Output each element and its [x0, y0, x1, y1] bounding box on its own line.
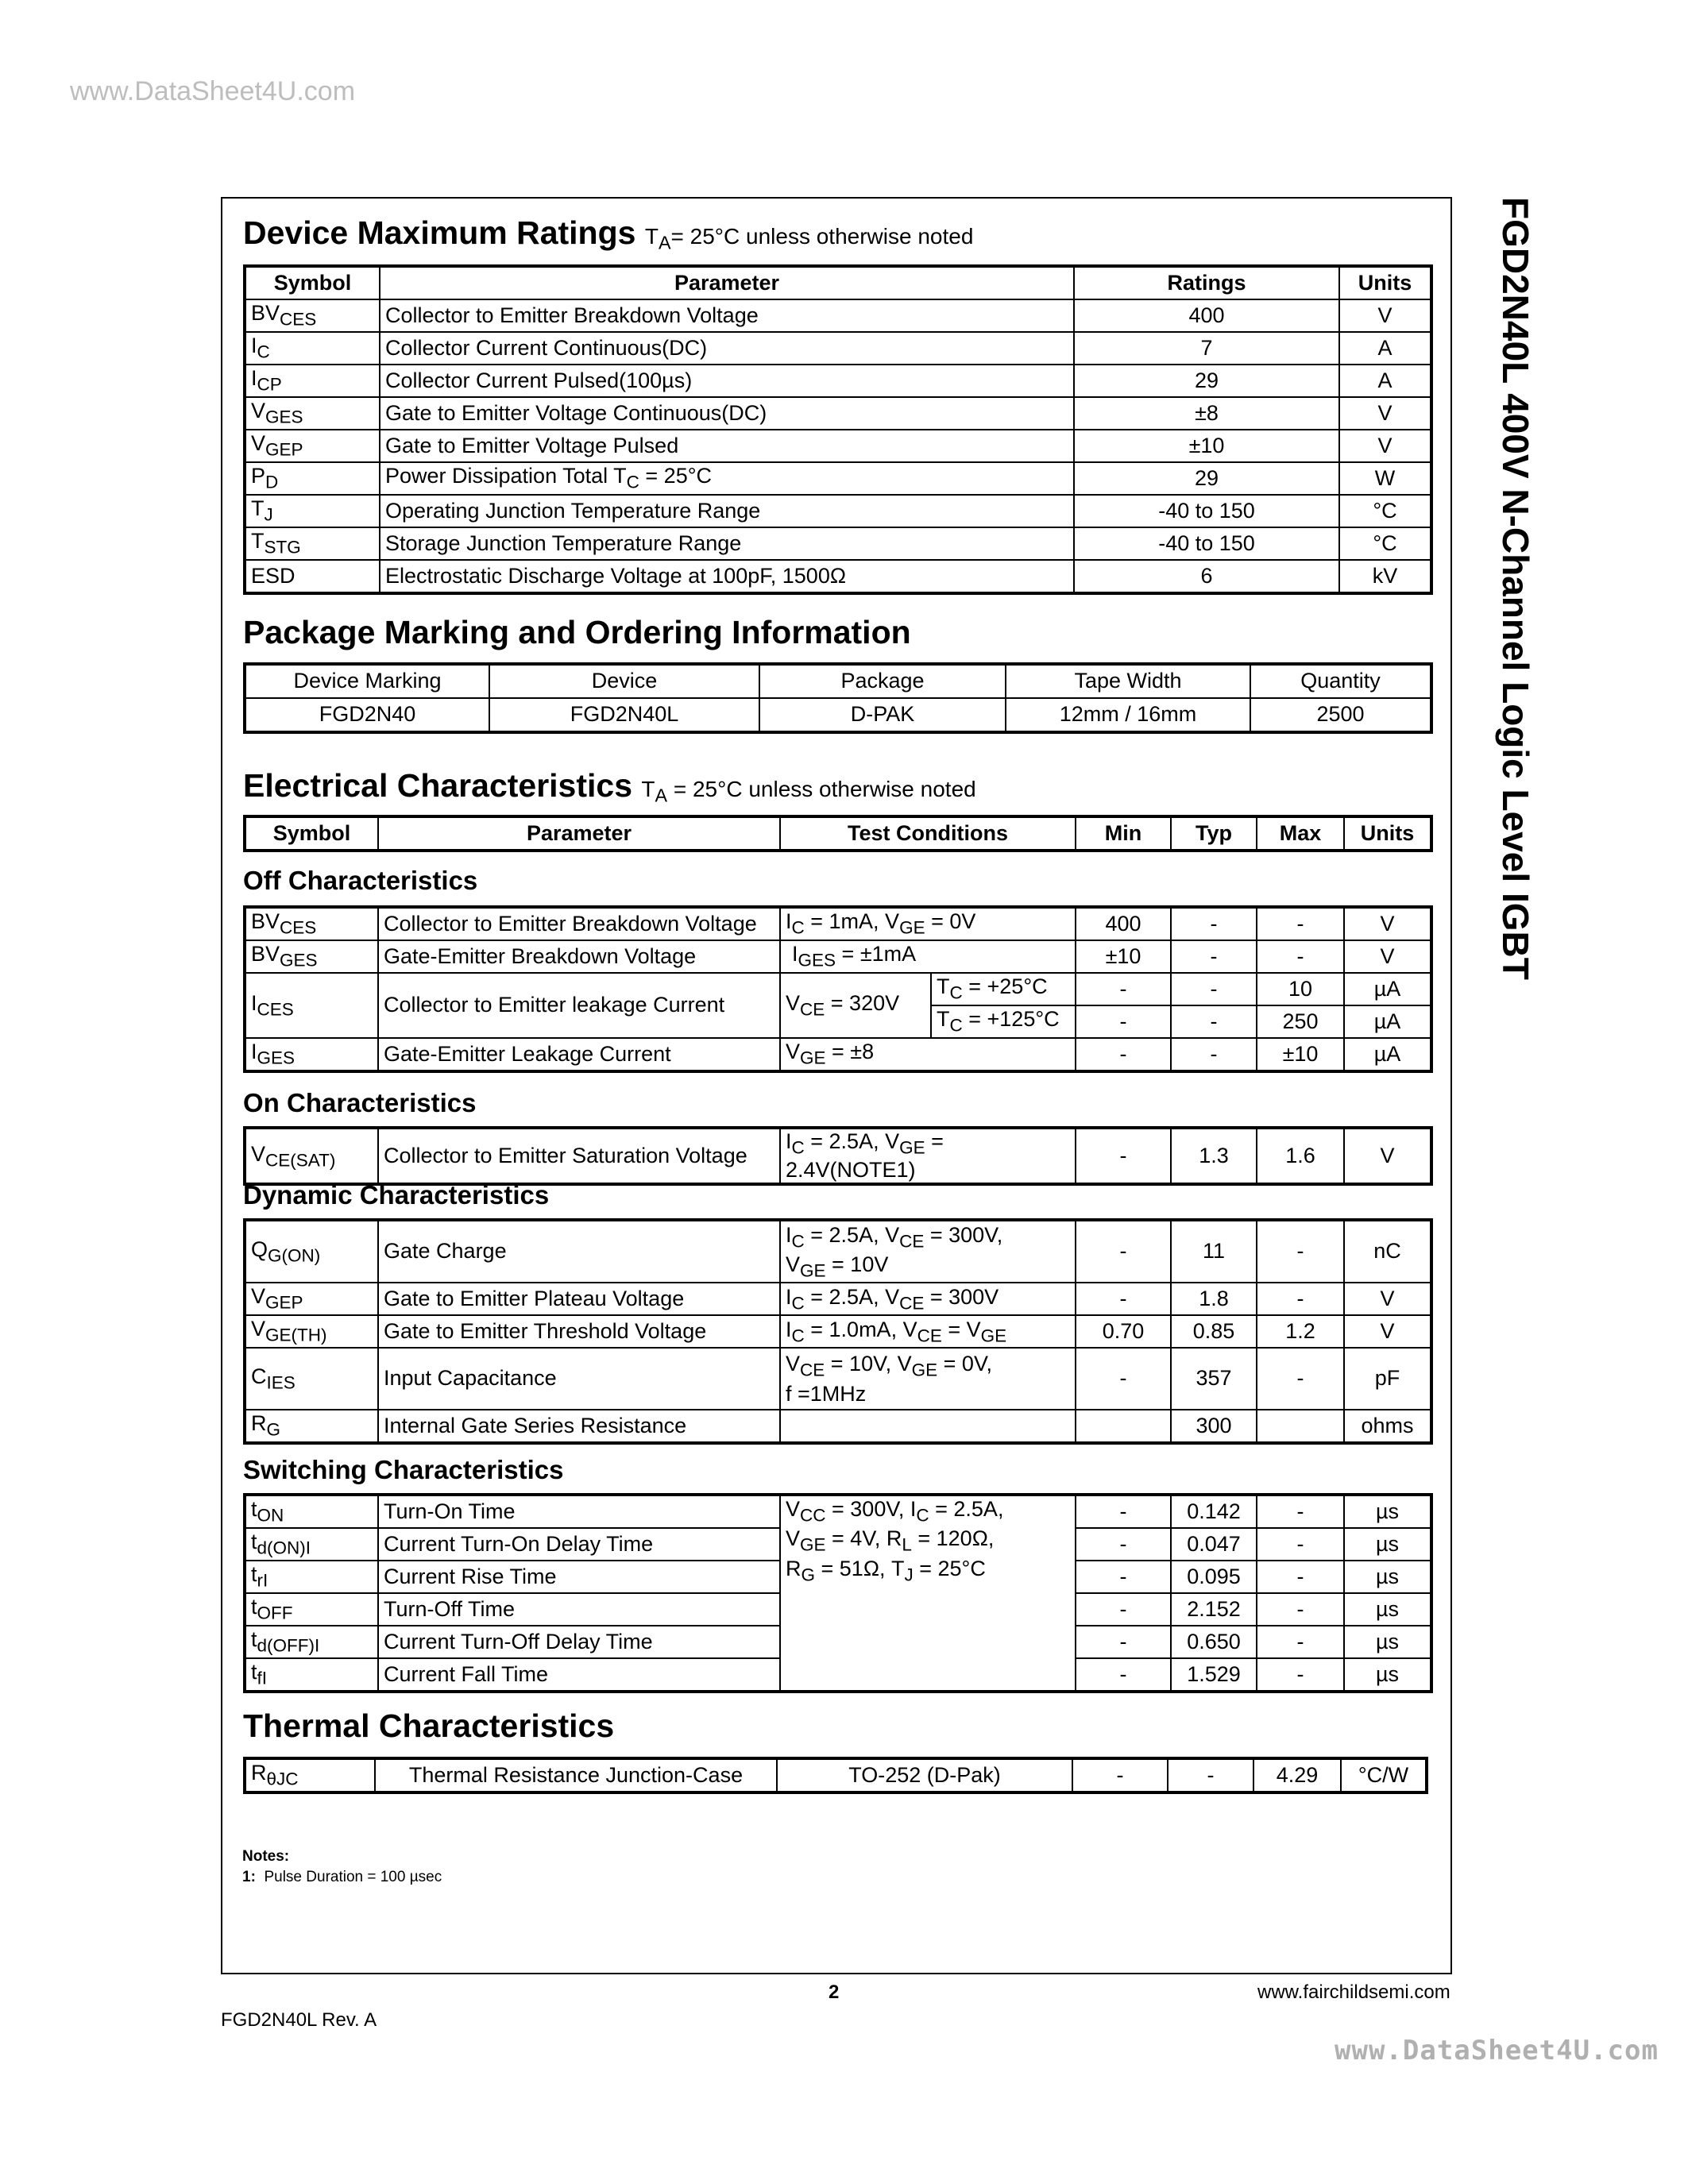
ec-col-typ: Typ — [1171, 816, 1257, 851]
pkg-qty: 2500 — [1250, 698, 1431, 732]
ec-col-min: Min — [1076, 816, 1171, 851]
thermal-heading: Thermal Characteristics — [243, 1707, 615, 1744]
table-row: $T_{STG}$ Storage Junction Temperature Range -40 to 150 °C — [245, 527, 1431, 560]
table-row: $I_{CP}$ Collector Current Pulsed(100µs) 29 A — [245, 365, 1431, 397]
table-row: $I_C$ Collector Current Continuous(DC) 7 A — [245, 332, 1431, 365]
dynamic-table — [243, 1218, 1433, 1445]
table-row: $BV_{CES}$ Collector to Emitter Breakdown Voltage 400 V — [245, 299, 1431, 332]
col-parameter: Parameter — [380, 266, 1074, 299]
pkg-h3: Tape Width — [1006, 664, 1250, 698]
max-ratings-table — [243, 264, 1433, 595]
off-ices-t2: $T_C = +125^\circ C$ — [931, 1005, 1076, 1038]
switching-table — [243, 1493, 1433, 1693]
table-row: $t_{ON}$ Turn-On Time $V_{CC} = 300V$, $I_C = 2.5A$, $V_{GE} = 4V$, $R_L = 120\Omega$, $R_G = 51\Omega$, $T_J = 25^\circ C$ - 0.142 - µs — [245, 1495, 1431, 1528]
watermark-top: www.DataSheet4U.com — [70, 76, 356, 106]
pkg-package: D-PAK — [759, 698, 1006, 732]
table-row: $T_C = +125^\circ C$ - - 250 µA — [245, 1005, 1431, 1038]
pkg-h0: Device Marking — [245, 664, 489, 698]
table-row: $t_{fI}$ Current Fall Time - 1.529 - µs — [245, 1658, 1431, 1692]
off-ices-cond: $V_{CE} = 320V$ — [780, 973, 931, 1038]
dynamic-heading: Dynamic Characteristics — [243, 1180, 550, 1210]
table-row: $V_{GEP}$ Gate to Emitter Plateau Voltage $I_C = 2.5A$, $V_{CE} = 300V$ - 1.8 - V — [245, 1283, 1431, 1315]
off-bvges-cond: $I_{GES} = \pm 1mA$ — [780, 940, 1076, 973]
switching-heading: Switching Characteristics — [243, 1455, 564, 1484]
on-heading: On Characteristics — [243, 1088, 477, 1117]
on-table — [243, 1126, 1433, 1186]
pkg-h4: Quantity — [1250, 664, 1431, 698]
table-row: $Q_{G(ON)}$ Gate Charge $I_C = 2.5A$, $V_{CE} = 300V$, $V_{GE} = 10V$ - 11 - nC — [245, 1220, 1431, 1283]
table-row: $V_{GE(TH)}$ Gate to Emitter Threshold Voltage $I_C = 1.0mA$, $V_{CE} = V_{GE}$ 0.70 0.85 1.2 V — [245, 1315, 1431, 1348]
table-row: $V_{GES}$ Gate to Emitter Voltage Continuous(DC) ±8 V — [245, 397, 1431, 430]
notes: Notes: 1: Pulse Duration = 100 µsec — [242, 1848, 442, 1885]
table-row: $t_{rI}$ Current Rise Time - 0.095 - µs — [245, 1561, 1431, 1593]
table-row: $BV_{GES}$ Gate-Emitter Breakdown Voltage $I_{GES} = \pm 1mA$ ±10 - - V — [245, 940, 1431, 973]
pkg-h2: Package — [759, 664, 1006, 698]
off-bvces-cond: $I_C = 1mA$, $V_{GE} = 0V$ — [780, 907, 1076, 940]
ec-col-symbol: Symbol — [245, 816, 378, 851]
pkg-marking: FGD2N40 — [245, 698, 489, 732]
col-symbol: Symbol — [245, 266, 380, 299]
electrical-heading: Electrical Characteristics $T_A = 25^\circ C$ unless otherwise noted — [243, 767, 976, 806]
ec-col-parameter: Parameter — [378, 816, 780, 851]
table-row: $P_D$ Power Dissipation Total $T_C = 25^\circ C$ 29 W — [245, 462, 1431, 495]
footer-website: www.fairchildsemi.com — [1257, 1981, 1450, 2003]
footer-revision: FGD2N40L Rev. A — [221, 2009, 377, 2031]
off-iges-cond: $V_{GE} = \pm 8$ — [780, 1038, 1076, 1071]
table-row: $BV_{CES}$ Collector to Emitter Breakdown Voltage $I_C = 1mA$, $V_{GE} = 0V$ 400 - - V — [245, 907, 1431, 940]
max-ratings-heading: Device Maximum Ratings $T_A= 25^\circ C$ unless otherwise noted — [243, 214, 974, 253]
table-row: $R_{\theta JC}$ Thermal Resistance Junction-Case TO-252 (D-Pak) - - 4.29 °C/W — [245, 1758, 1427, 1792]
table-row: $t_{d(ON)I}$ Current Turn-On Delay Time - 0.047 - µs — [245, 1528, 1431, 1561]
table-row: $I_{CES}$ Collector to Emitter leakage Current $V_{CE} = 320V$ $T_C = +25^\circ C$ - - 10 µA — [245, 973, 1431, 1005]
ec-col-conditions: Test Conditions — [780, 816, 1076, 851]
off-ices-t1: $T_C = +25^\circ C$ — [931, 973, 1076, 1005]
package-heading: Package Marking and Ordering Information — [243, 614, 911, 650]
table-row: $V_{CE(SAT)}$ Collector to Emitter Saturation Voltage $I_C = 2.5A$, $V_{GE}$ = 2.4V(NOTE1) - 1.3 1.6 V — [245, 1128, 1431, 1184]
thermal-table — [243, 1757, 1428, 1794]
pkg-device: FGD2N40L — [489, 698, 759, 732]
table-row: ESD Electrostatic Discharge Voltage at 100pF, 1500Ω 6 kV — [245, 560, 1431, 593]
off-table — [243, 905, 1433, 1073]
ec-col-max: Max — [1257, 816, 1344, 851]
table-row: $R_G$ Internal Gate Series Resistance 300 ohms — [245, 1410, 1431, 1443]
table-row: $T_J$ Operating Junction Temperature Range -40 to 150 °C — [245, 495, 1431, 527]
pkg-tape: 12mm / 16mm — [1006, 698, 1250, 732]
switching-conditions: $V_{CC} = 300V$, $I_C = 2.5A$, $V_{GE} = 4V$, $R_L = 120\Omega$, $R_G = 51\Omega$, $T_J = 25^\circ C$ — [780, 1495, 1076, 1692]
page-number: 2 — [829, 1981, 840, 2003]
on-vcesat-cond: $I_C = 2.5A$, $V_{GE}$ = 2.4V(NOTE1) — [780, 1128, 1076, 1184]
col-units: Units — [1339, 266, 1431, 299]
col-ratings: Ratings — [1074, 266, 1339, 299]
package-table — [243, 662, 1433, 734]
side-title-text: FGD2N40L 400V N-Channel Logic Level IGBT — [1495, 197, 1536, 980]
table-row: $V_{GEP}$ Gate to Emitter Voltage Pulsed ±10 V — [245, 430, 1431, 462]
table-row: $t_{d(OFF)I}$ Current Turn-Off Delay Time - 0.650 - µs — [245, 1626, 1431, 1658]
pkg-h1: Device — [489, 664, 759, 698]
table-row: $C_{IES}$ Input Capacitance $V_{CE} = 10V$, $V_{GE} = 0V$, f =1MHz - 357 - pF — [245, 1348, 1431, 1410]
watermark-bottom: www.DataSheet4U.com — [1335, 2035, 1659, 2066]
electrical-header-table — [243, 815, 1433, 852]
off-heading: Off Characteristics — [243, 866, 478, 895]
ec-col-units: Units — [1344, 816, 1431, 851]
table-row: $t_{OFF}$ Turn-Off Time - 2.152 - µs — [245, 1593, 1431, 1626]
table-row: $I_{GES}$ Gate-Emitter Leakage Current $V_{GE} = \pm 8$ - - ±10 µA — [245, 1038, 1431, 1071]
